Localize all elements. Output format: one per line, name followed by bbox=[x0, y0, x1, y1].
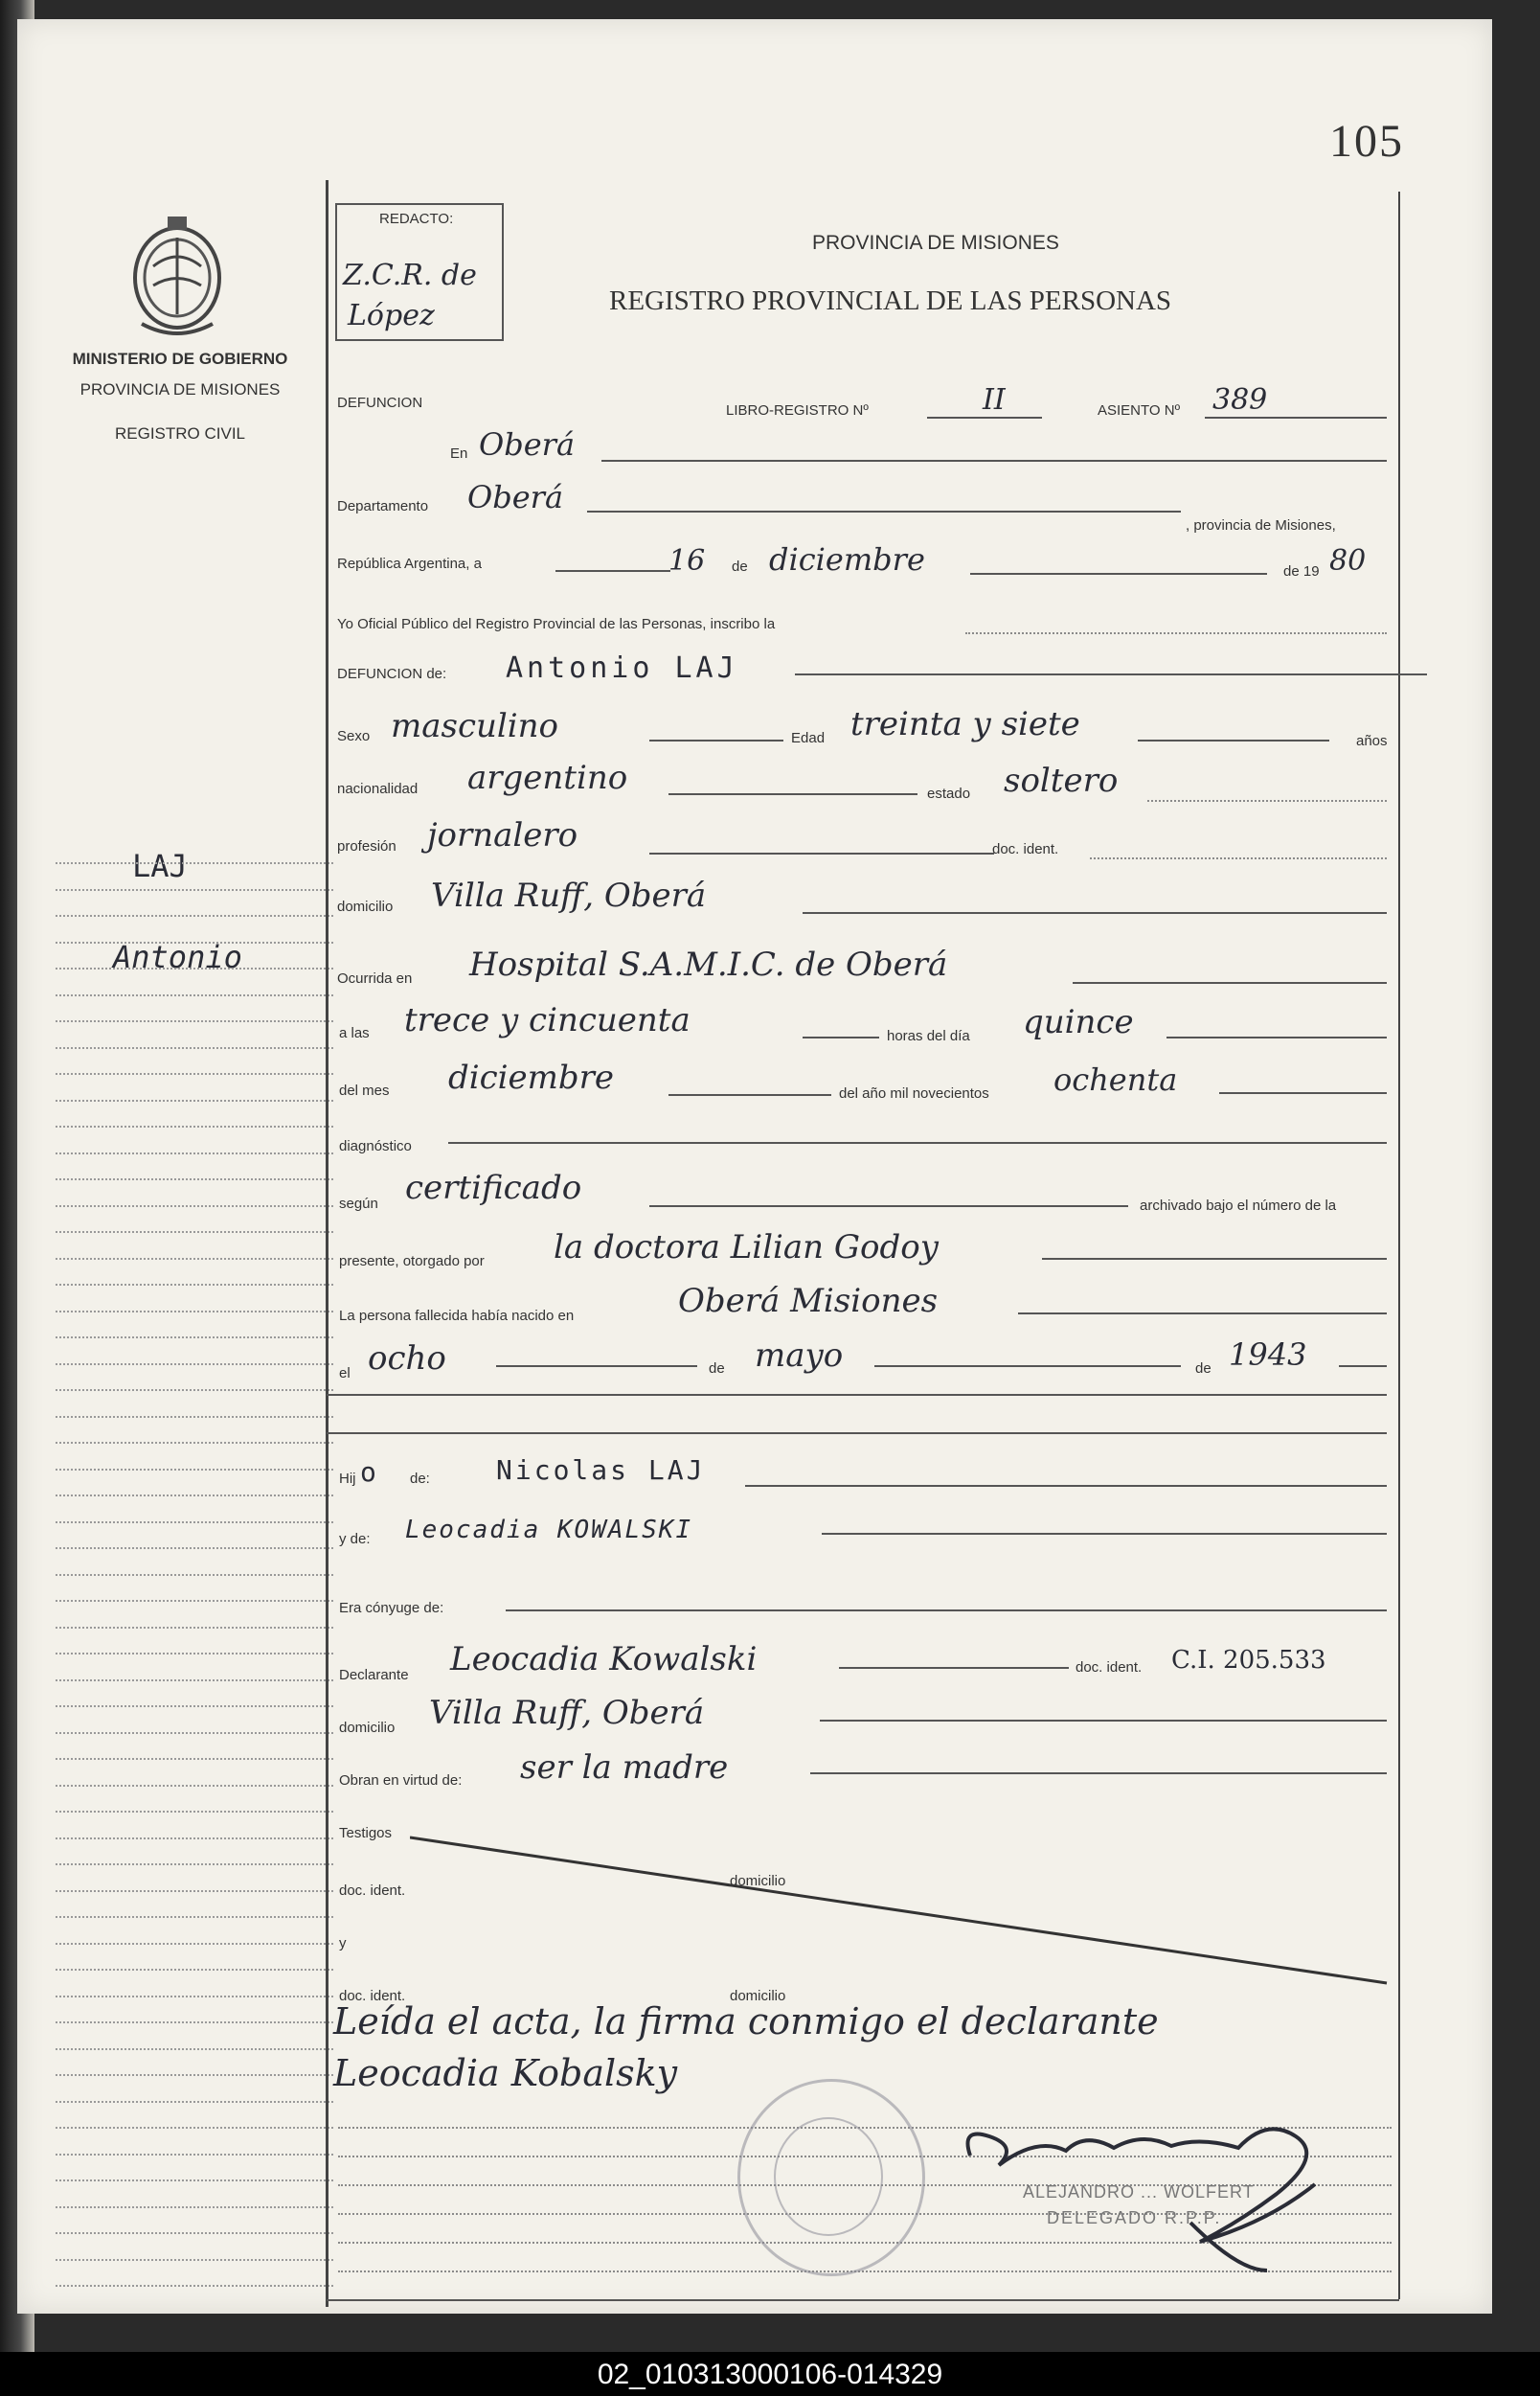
main-vertical-rule bbox=[326, 180, 328, 2307]
conyuge-underline bbox=[506, 1609, 1387, 1611]
margin-rule bbox=[56, 1679, 333, 1681]
declarant-signature: Leocadia Kobalsky bbox=[333, 2052, 678, 2094]
margin-rule bbox=[56, 1363, 333, 1365]
en-value: Oberá bbox=[479, 426, 576, 463]
declarante-domicilio-value: Villa Ruff, Oberá bbox=[429, 1694, 705, 1732]
hijo-suffix: o bbox=[360, 1456, 376, 1488]
margin-rule bbox=[56, 1311, 333, 1312]
nacionalidad-value: argentino bbox=[467, 759, 628, 797]
nacido-underline bbox=[1018, 1312, 1387, 1314]
defuncion-title: DEFUNCION bbox=[337, 395, 423, 411]
sexo-label: Sexo bbox=[337, 728, 371, 744]
sexo-value: masculino bbox=[391, 707, 559, 745]
redacto-label: REDACTO: bbox=[379, 211, 454, 227]
defuncion-de-label: DEFUNCION de: bbox=[337, 666, 447, 682]
segun-label: según bbox=[339, 1196, 378, 1212]
margin-rule bbox=[56, 1231, 333, 1233]
yo-oficial-text: Yo Oficial Público del Registro Provincial de las Personas, inscribo la bbox=[337, 616, 776, 632]
birth-year-underline bbox=[1339, 1365, 1387, 1367]
republica-label: República Argentina, a bbox=[337, 556, 482, 572]
stamp-title-line: DELEGADO R.P.P. bbox=[1047, 2208, 1222, 2227]
month-underline bbox=[970, 573, 1267, 575]
nacionalidad-label: nacionalidad bbox=[337, 781, 419, 797]
declarante-doc-label: doc. ident. bbox=[1076, 1659, 1143, 1676]
margin-rule bbox=[56, 1495, 333, 1496]
margin-rule bbox=[56, 968, 333, 970]
header-province: PROVINCIA DE MISIONES bbox=[812, 232, 1059, 254]
month-value: diciembre bbox=[769, 541, 925, 578]
margin-rule bbox=[56, 1416, 333, 1418]
right-vertical-rule bbox=[1398, 192, 1400, 2299]
margin-rule bbox=[56, 1863, 333, 1865]
del-mes-label: del mes bbox=[339, 1083, 390, 1099]
birth-year: 1943 bbox=[1229, 1336, 1307, 1373]
margin-rule bbox=[56, 1890, 333, 1892]
anio-mil-label: del año mil novecientos bbox=[839, 1085, 989, 1102]
margin-rule bbox=[56, 2074, 333, 2076]
day-value: 16 bbox=[668, 544, 706, 578]
bottom-rule bbox=[327, 2299, 1399, 2301]
margin-rule bbox=[56, 1653, 333, 1654]
libro-label: LIBRO-REGISTRO Nº bbox=[726, 402, 869, 419]
margin-rule bbox=[56, 1442, 333, 1444]
section-divider-1 bbox=[327, 1394, 1387, 1396]
libro-underline bbox=[927, 417, 1042, 419]
horas-underline bbox=[1166, 1037, 1387, 1038]
defuncion-de-value: Antonio LAJ bbox=[506, 651, 738, 685]
edad-value: treinta y siete bbox=[850, 705, 1080, 743]
horas-value: quince bbox=[1023, 1003, 1134, 1041]
margin-rule bbox=[56, 1969, 333, 1971]
libro-value: II bbox=[983, 383, 1006, 417]
margin-rule bbox=[56, 1758, 333, 1760]
margin-rule bbox=[56, 1521, 333, 1523]
coat-of-arms-emblem bbox=[125, 209, 230, 343]
asiento-value: 389 bbox=[1212, 383, 1268, 417]
a-las-label: a las bbox=[339, 1025, 370, 1041]
section-divider-2 bbox=[327, 1432, 1387, 1434]
yo-oficial-dotline bbox=[965, 632, 1387, 634]
margin-rule bbox=[56, 1258, 333, 1260]
a-las-underline bbox=[803, 1037, 879, 1038]
obran-value: ser la madre bbox=[520, 1748, 729, 1787]
margin-rule bbox=[56, 1811, 333, 1813]
margin-rule bbox=[56, 2101, 333, 2103]
redacto-value-line2: López bbox=[348, 299, 435, 332]
ministry-heading: MINISTERIO DE GOBIERNO bbox=[72, 350, 288, 368]
de-label: de bbox=[732, 559, 748, 575]
header-registry-title: REGISTRO PROVINCIAL DE LAS PERSONAS bbox=[609, 285, 1172, 316]
asiento-label: ASIENTO Nº bbox=[1098, 402, 1181, 419]
presente-label: presente, otorgado por bbox=[339, 1253, 485, 1269]
margin-rule bbox=[56, 1943, 333, 1945]
margin-rule bbox=[56, 2021, 333, 2023]
domicilio1-label: domicilio bbox=[730, 1873, 786, 1889]
margin-rule bbox=[56, 2259, 333, 2261]
declarante-domicilio-label: domicilio bbox=[339, 1720, 396, 1736]
left-registry-heading: REGISTRO CIVIL bbox=[114, 424, 246, 443]
nacionalidad-underline bbox=[668, 793, 917, 795]
domicilio2-label: domicilio bbox=[730, 1988, 786, 2004]
margin-rule bbox=[56, 1126, 333, 1128]
margin-rule bbox=[56, 1574, 333, 1576]
margin-rule bbox=[56, 1705, 333, 1707]
de2-label: de bbox=[709, 1360, 725, 1377]
del-mes-value: diciembre bbox=[448, 1059, 615, 1097]
margin-rule bbox=[56, 1284, 333, 1286]
de2-underline bbox=[874, 1365, 1181, 1367]
margin-rule bbox=[56, 2285, 333, 2287]
margin-rule bbox=[56, 1547, 333, 1549]
obran-underline bbox=[810, 1772, 1387, 1774]
register-page bbox=[17, 19, 1492, 2314]
official-signature bbox=[951, 2079, 1353, 2280]
presente-value: la doctora Lilian Godoy bbox=[554, 1228, 939, 1266]
margin-rule bbox=[56, 1047, 333, 1049]
obran-label: Obran en virtud de: bbox=[339, 1772, 463, 1789]
margin-rule bbox=[56, 1837, 333, 1839]
domicilio-value: Villa Ruff, Oberá bbox=[431, 877, 707, 915]
testigos-strike-line bbox=[410, 1820, 1396, 1993]
ocurrida-label: Ocurrida en bbox=[337, 970, 413, 987]
conyuge-label: Era cónyuge de: bbox=[339, 1600, 444, 1616]
margin-given-name: Antonio bbox=[113, 939, 242, 975]
margin-rule bbox=[56, 862, 333, 864]
segun-value: certificado bbox=[405, 1169, 582, 1207]
margin-rule bbox=[56, 2127, 333, 2129]
anio-mil-value: ochenta bbox=[1053, 1061, 1178, 1098]
margin-rule bbox=[56, 915, 333, 917]
diagnostico-underline bbox=[448, 1142, 1387, 1144]
testigos-label: Testigos bbox=[339, 1825, 393, 1841]
margin-rule bbox=[56, 1178, 333, 1180]
asiento-underline bbox=[1205, 417, 1387, 419]
margin-rule bbox=[56, 1020, 333, 1022]
declarante-doc-value: C.I. 205.533 bbox=[1171, 1646, 1326, 1675]
margin-rule bbox=[56, 2048, 333, 2050]
segun-underline bbox=[649, 1205, 1128, 1207]
declarante-label: Declarante bbox=[339, 1667, 409, 1683]
profesion-label: profesión bbox=[337, 838, 396, 855]
diagnostico-label: diagnóstico bbox=[339, 1138, 412, 1154]
declarante-underline bbox=[839, 1667, 1069, 1669]
margin-rule bbox=[56, 2206, 333, 2208]
profesion-underline bbox=[649, 853, 994, 855]
hijo-de-label: de: bbox=[410, 1471, 430, 1487]
el-label: el bbox=[339, 1365, 351, 1381]
year-label: de 19 bbox=[1283, 563, 1320, 580]
madre-underline bbox=[822, 1533, 1387, 1535]
left-province-heading: PROVINCIA DE MISIONES bbox=[79, 380, 281, 399]
a-las-value: trece y cincuenta bbox=[404, 1001, 691, 1039]
el-underline bbox=[496, 1365, 697, 1367]
defuncion-de-underline bbox=[795, 673, 1427, 675]
sexo-underline bbox=[649, 740, 783, 742]
margin-rule bbox=[56, 1996, 333, 1997]
provincia-suffix: , provincia de Misiones, bbox=[1186, 517, 1336, 534]
official-seal-inner bbox=[774, 2117, 883, 2236]
republica-underline bbox=[555, 570, 670, 572]
domicilio-underline bbox=[803, 912, 1387, 914]
hijo-label: Hij bbox=[339, 1471, 356, 1487]
margin-rule bbox=[56, 2179, 333, 2181]
margin-rule bbox=[56, 1469, 333, 1471]
doc-ident1-label: doc. ident. bbox=[339, 1883, 406, 1899]
edad-label: Edad bbox=[791, 730, 826, 746]
departamento-underline bbox=[587, 511, 1181, 513]
estado-value: soltero bbox=[1004, 762, 1119, 800]
edad-underline bbox=[1138, 740, 1329, 742]
page-number: 105 bbox=[1329, 116, 1404, 167]
y-label: y bbox=[339, 1935, 347, 1951]
presente-underline bbox=[1042, 1258, 1387, 1260]
margin-rule bbox=[56, 1627, 333, 1629]
margin-rule bbox=[56, 1389, 333, 1391]
ocurrida-value: Hospital S.A.M.I.C. de Oberá bbox=[469, 946, 948, 984]
de2-value: mayo bbox=[755, 1336, 844, 1375]
redacto-value-line1: Z.C.R. de bbox=[343, 259, 477, 292]
margin-rule bbox=[56, 1732, 333, 1734]
margin-rule bbox=[56, 1600, 333, 1602]
padre-value: Nicolas LAJ bbox=[496, 1454, 706, 1486]
margin-surname: LAJ bbox=[132, 848, 188, 884]
doc-ident-label: doc. ident. bbox=[992, 841, 1059, 857]
del-mes-underline bbox=[668, 1094, 831, 1096]
departamento-value: Oberá bbox=[467, 479, 564, 515]
margin-rule bbox=[56, 2232, 333, 2234]
stamp-name-line: ALEJANDRO ... WOLFERT bbox=[1023, 2182, 1255, 2202]
margin-rule bbox=[56, 1785, 333, 1787]
margin-rule bbox=[56, 1336, 333, 1338]
margin-rule bbox=[56, 994, 333, 996]
y-de-label: y de: bbox=[339, 1531, 371, 1547]
profesion-value: jornalero bbox=[427, 816, 578, 855]
en-label: En bbox=[450, 445, 468, 462]
departamento-label: Departamento bbox=[337, 498, 429, 514]
nacido-value: Oberá Misiones bbox=[678, 1282, 939, 1320]
nacido-label: La persona fallecida había nacido en bbox=[339, 1308, 575, 1324]
declarante-value: Leocadia Kowalski bbox=[450, 1640, 758, 1678]
margin-rule bbox=[56, 942, 333, 944]
margin-rule bbox=[56, 1916, 333, 1918]
madre-value: Leocadia KOWALSKI bbox=[405, 1516, 693, 1544]
en-underline bbox=[601, 460, 1387, 462]
margin-rule bbox=[56, 889, 333, 891]
anos-label: años bbox=[1356, 733, 1388, 749]
margin-rule bbox=[56, 1100, 333, 1102]
anio-mil-underline bbox=[1219, 1092, 1387, 1094]
domicilio-label: domicilio bbox=[337, 899, 394, 915]
estado-label: estado bbox=[927, 786, 971, 802]
doc-ident-dotline bbox=[1090, 857, 1387, 859]
de3-label: de bbox=[1195, 1360, 1212, 1377]
doc-ident2-label: doc. ident. bbox=[339, 1988, 406, 2004]
horas-label: horas del día bbox=[887, 1028, 970, 1044]
footer-id: 02_010313000106-014329 bbox=[597, 2359, 943, 2390]
closing-line: Leída el acta, la firma conmigo el declarante bbox=[333, 2000, 1159, 2042]
archivado-label: archivado bajo el número de la bbox=[1140, 1198, 1337, 1214]
el-value: ocho bbox=[368, 1339, 446, 1378]
margin-rule bbox=[56, 1073, 333, 1075]
estado-dotline bbox=[1147, 800, 1387, 802]
margin-rule bbox=[56, 2154, 333, 2156]
margin-rule bbox=[56, 1205, 333, 1207]
padre-underline bbox=[745, 1485, 1387, 1487]
year-value: 80 bbox=[1329, 544, 1367, 578]
ocurrida-underline bbox=[1073, 982, 1387, 984]
margin-rule bbox=[56, 1152, 333, 1154]
declarante-domicilio-underline bbox=[820, 1720, 1387, 1722]
